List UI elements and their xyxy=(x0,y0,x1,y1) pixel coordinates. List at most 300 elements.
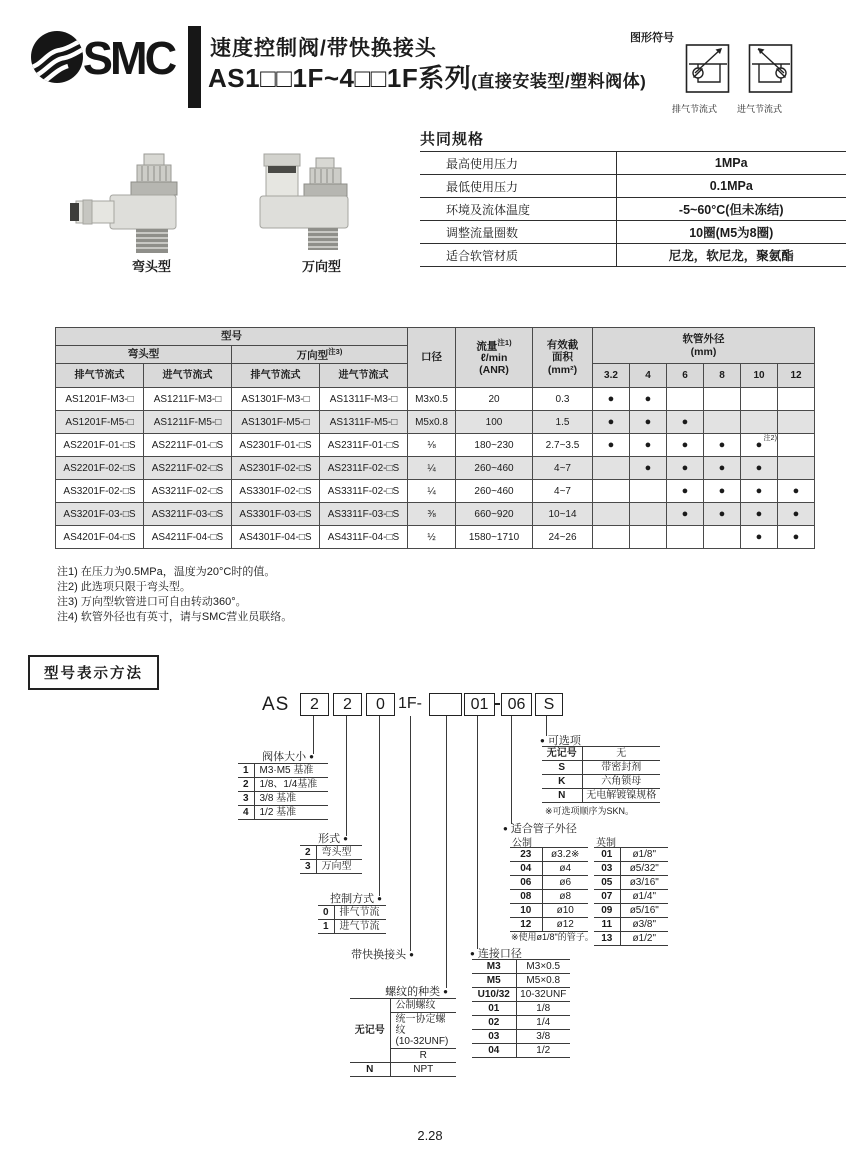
table-row xyxy=(238,778,328,792)
value-cell: 3/8 基准 xyxy=(254,792,328,806)
bore-cell: ¼ xyxy=(408,480,456,503)
model-cell: AS3301F-03-□S xyxy=(232,503,320,526)
table-row xyxy=(472,974,570,988)
column-header-tube-od xyxy=(593,328,815,364)
model-cell: AS2301F-01-□S xyxy=(232,434,320,457)
dot-cell: ● xyxy=(667,434,704,457)
code-cell: 2 xyxy=(300,846,316,860)
dot-cell xyxy=(704,411,741,434)
code-cell: 4 xyxy=(238,806,254,820)
table-row xyxy=(238,806,328,820)
group-label-text: 控制方式 xyxy=(330,893,375,905)
dot-cell: ● xyxy=(704,434,741,457)
code-cell: U10/32 xyxy=(472,988,516,1002)
footnote-1: 注1) 在压力为0.5MPa，温度为20°C时的值。 xyxy=(57,566,276,578)
code-cell: 11 xyxy=(594,918,620,932)
flow-header-unit: ℓ/min xyxy=(480,352,508,365)
value-cell: 进气节流 xyxy=(334,920,386,934)
value-cell: 无电解镀镍规格 xyxy=(582,789,660,803)
dot-cell xyxy=(630,503,667,526)
dot-cell: ● xyxy=(704,503,741,526)
code-cell: 04 xyxy=(510,862,542,876)
common-specs-title: 共同规格 xyxy=(420,131,485,148)
spec-row xyxy=(420,198,846,221)
graphic-symbol-label: 图形符号 xyxy=(630,32,674,44)
table-row xyxy=(472,1016,570,1030)
dot-cell xyxy=(593,503,630,526)
valve-size-table xyxy=(238,763,328,820)
value-cell: ø1/4" xyxy=(620,890,668,904)
part-number-prefix: AS xyxy=(262,694,290,715)
area-header-l1: 有效截 xyxy=(546,339,579,352)
column-header-flow xyxy=(456,328,533,388)
dot-cell xyxy=(630,526,667,549)
model-cell: AS2211F-01-□S xyxy=(144,434,232,457)
value-cell: ø6 xyxy=(542,876,588,890)
code-cell: M5 xyxy=(472,974,516,988)
part-number-port-box: 01 xyxy=(464,693,495,716)
group-label-thread-type xyxy=(382,983,448,999)
spec-value: -5~60°C(但未冻结) xyxy=(616,198,846,221)
column-header-intake: 进气节流式 xyxy=(144,364,232,388)
dot-cell: ● xyxy=(778,480,815,503)
value-cell: 带密封剂 xyxy=(582,761,660,775)
table-row xyxy=(300,846,362,860)
dot-cell: ● xyxy=(741,480,778,503)
code-cell: 3 xyxy=(238,792,254,806)
table-row xyxy=(350,1063,456,1077)
tube-od-metric-table xyxy=(510,847,588,932)
table-row xyxy=(594,932,668,946)
group-label-text: 阀体大小 xyxy=(262,751,307,763)
table-row xyxy=(56,526,815,549)
model-cell: AS1201F-M5-□ xyxy=(56,411,144,434)
footnotes xyxy=(57,565,292,625)
dot-cell: ● xyxy=(630,434,667,457)
column-header-area xyxy=(533,328,593,388)
table-row xyxy=(510,862,588,876)
model-cell: AS2211F-02-□S xyxy=(144,457,232,480)
dot-cell: ● xyxy=(667,457,704,480)
part-number-dash xyxy=(494,703,500,705)
value-cell: ø4 xyxy=(542,862,588,876)
bore-cell: M3x0.5 xyxy=(408,388,456,411)
dot-cell-with-note xyxy=(741,434,778,457)
group-label-control xyxy=(314,890,382,906)
model-cell: AS3201F-03-□S xyxy=(56,503,144,526)
dot-note-text: 注2) xyxy=(763,435,777,442)
value-cell: M3·M5 基准 xyxy=(254,764,328,778)
svg-text:SMC: SMC xyxy=(82,32,175,85)
group-label-text: 带快换接头 xyxy=(351,949,407,961)
part-number-tube-box: 06 xyxy=(501,693,532,716)
table-row xyxy=(472,1044,570,1058)
model-cell: AS1211F-M5-□ xyxy=(144,411,232,434)
photo-caption-universal: 万向型 xyxy=(302,259,342,274)
code-cell: 03 xyxy=(594,862,620,876)
column-header-bore: 口径 xyxy=(408,328,456,388)
page-number: 2.28 xyxy=(417,1128,443,1143)
column-header-model: 型号 xyxy=(56,328,408,346)
dot-cell: ● xyxy=(741,503,778,526)
dot-cell: ● xyxy=(593,411,630,434)
column-header-exhaust: 排气节流式 xyxy=(56,364,144,388)
table-row xyxy=(472,960,570,974)
value-cell: 10-32UNF xyxy=(516,988,570,1002)
value-cell: 1/2 基准 xyxy=(254,806,328,820)
universal-header-text: 万向型 xyxy=(296,349,329,362)
model-cell: AS1301F-M3-□ xyxy=(232,388,320,411)
table-row xyxy=(542,775,660,789)
table-row xyxy=(542,747,660,761)
model-cell: AS1211F-M3-□ xyxy=(144,388,232,411)
column-header-size: 8 xyxy=(704,364,741,388)
spec-row xyxy=(420,221,846,244)
column-header-exhaust: 排气节流式 xyxy=(232,364,320,388)
code-cell: 01 xyxy=(472,1002,516,1016)
flow-cell: 180~230 xyxy=(456,434,533,457)
table-row xyxy=(594,848,668,862)
footnote-2: 注2) 此选项只限于弯头型。 xyxy=(57,581,191,593)
dot-cell xyxy=(778,411,815,434)
bore-cell: ½ xyxy=(408,526,456,549)
spec-value: 10圈(M5为8圈) xyxy=(616,221,846,244)
dot-cell xyxy=(593,480,630,503)
product-photo-universal xyxy=(212,140,384,258)
column-header-size: 3.2 xyxy=(593,364,630,388)
spec-label: 环境及流体温度 xyxy=(420,198,616,221)
flow-header-anr: (ANR) xyxy=(479,364,509,377)
dot-cell: ● xyxy=(704,480,741,503)
dot-cell xyxy=(630,480,667,503)
value-cell: 弯头型 xyxy=(316,846,362,860)
value-cell: 万向型 xyxy=(316,860,362,874)
value-cell: ø1/8" xyxy=(620,848,668,862)
part-number-fixed-segment: 1F- xyxy=(398,695,422,712)
spec-label: 最低使用压力 xyxy=(420,175,616,198)
code-cell: 2 xyxy=(238,778,254,792)
table-row xyxy=(472,988,570,1002)
bore-cell: ¼ xyxy=(408,457,456,480)
symbol-caption-intake: 进气节流式 xyxy=(737,104,783,114)
model-cell: AS4311F-04-□S xyxy=(320,526,408,549)
value-cell: ø8 xyxy=(542,890,588,904)
model-cell: AS1311F-M3-□ xyxy=(320,388,408,411)
code-cell: 05 xyxy=(594,876,620,890)
table-row xyxy=(238,764,328,778)
connector-line xyxy=(511,716,512,824)
thread-row2-line1: 统一协定螺纹 xyxy=(395,1014,446,1036)
table-row xyxy=(472,1030,570,1044)
table-row xyxy=(56,480,815,503)
model-cell: AS1301F-M5-□ xyxy=(232,411,320,434)
group-label-text: 形式 xyxy=(318,833,341,845)
code-cell: M3 xyxy=(472,960,516,974)
part-number-digit-3: 0 xyxy=(366,693,395,716)
value-cell: 公制螺纹 xyxy=(390,999,456,1013)
dot-cell: ● xyxy=(630,411,667,434)
model-cell: AS1201F-M3-□ xyxy=(56,388,144,411)
dot-cell: ● xyxy=(667,411,704,434)
value-cell: ø12 xyxy=(542,918,588,932)
header-divider-bar xyxy=(188,26,201,108)
bore-cell: ⅛ xyxy=(408,434,456,457)
dot-cell: ● xyxy=(667,480,704,503)
code-cell: 09 xyxy=(594,904,620,918)
thread-type-table xyxy=(350,998,456,1077)
flow-cell: 1580~1710 xyxy=(456,526,533,549)
group-label-quick-coupling xyxy=(350,946,414,962)
form-table xyxy=(300,845,362,874)
code-cell: N xyxy=(350,1063,390,1077)
area-cell: 24~26 xyxy=(533,526,593,549)
model-cell: AS2201F-02-□S xyxy=(56,457,144,480)
model-cell: AS2301F-02-□S xyxy=(232,457,320,480)
group-label-text: 连接口径 xyxy=(477,948,522,960)
value-cell: 1/8、1/4基准 xyxy=(254,778,328,792)
column-header-size: 12 xyxy=(778,364,815,388)
model-cell: AS3211F-03-□S xyxy=(144,503,232,526)
area-cell: 1.5 xyxy=(533,411,593,434)
flow-cell: 100 xyxy=(456,411,533,434)
value-cell: ø10 xyxy=(542,904,588,918)
flow-header-text: 流量 xyxy=(476,340,498,353)
code-cell: 无记号 xyxy=(542,747,582,761)
table-row xyxy=(472,1002,570,1016)
connector-line xyxy=(379,716,380,896)
spec-row xyxy=(420,175,846,198)
table-row xyxy=(56,434,815,457)
table-row xyxy=(300,860,362,874)
model-cell: AS2201F-01-□S xyxy=(56,434,144,457)
spec-value: 1MPa xyxy=(616,152,846,175)
header-row xyxy=(56,328,815,346)
flow-cell: 660~920 xyxy=(456,503,533,526)
bore-cell: ⅜ xyxy=(408,503,456,526)
code-cell: 08 xyxy=(510,890,542,904)
table-row xyxy=(510,904,588,918)
table-row xyxy=(594,918,668,932)
dot-cell: ● xyxy=(593,388,630,411)
code-cell: 07 xyxy=(594,890,620,904)
group-label-text: 螺纹的种类 xyxy=(385,986,441,998)
table-row xyxy=(510,890,588,904)
code-cell: 23 xyxy=(510,848,542,862)
table-row xyxy=(238,792,328,806)
control-table xyxy=(318,905,386,934)
common-specs-table xyxy=(420,151,846,267)
value-cell: NPT xyxy=(390,1063,456,1077)
tube-od-inch-table xyxy=(594,847,668,946)
area-cell: 4~7 xyxy=(533,457,593,480)
model-cell: AS4211F-04-□S xyxy=(144,526,232,549)
connector-line xyxy=(477,716,478,949)
dot-cell xyxy=(667,526,704,549)
part-number-thread-box xyxy=(429,693,462,716)
flow-cell: 260~460 xyxy=(456,480,533,503)
code-cell: S xyxy=(542,761,582,775)
options-table xyxy=(542,746,660,803)
model-cell: AS3301F-02-□S xyxy=(232,480,320,503)
table-row xyxy=(510,876,588,890)
area-header-l2: 面积 xyxy=(552,351,573,364)
dot-cell: ● xyxy=(778,526,815,549)
pneumatic-symbol-intake-icon xyxy=(747,40,795,98)
part-number-digit-2: 2 xyxy=(333,693,362,716)
connector-line xyxy=(446,716,447,988)
value-cell: ø5/16" xyxy=(620,904,668,918)
table-row xyxy=(594,876,668,890)
spec-label: 调整流量圈数 xyxy=(420,221,616,244)
model-cell: AS3311F-03-□S xyxy=(320,503,408,526)
photo-caption-elbow: 弯头型 xyxy=(132,259,172,274)
options-note: ※可选项顺序为SKN。 xyxy=(545,806,635,816)
code-cell: N xyxy=(542,789,582,803)
group-label-text: 可选项 xyxy=(547,735,581,747)
model-cell: AS1311F-M5-□ xyxy=(320,411,408,434)
code-cell: 04 xyxy=(472,1044,516,1058)
symbol-caption-exhaust: 排气节流式 xyxy=(672,104,718,114)
code-cell: 12 xyxy=(510,918,542,932)
tube-od-metric-label: 公制 xyxy=(512,838,532,849)
footnote-4: 注4) 软管外径也有英寸，请与SMC营业员联络。 xyxy=(57,611,293,623)
table-row xyxy=(510,848,588,862)
table-row xyxy=(542,761,660,775)
flow-cell: 20 xyxy=(456,388,533,411)
connector-line xyxy=(346,716,347,836)
dot-cell: ● xyxy=(704,457,741,480)
area-header-unit: (mm²) xyxy=(547,363,578,376)
dot-cell: ● xyxy=(630,388,667,411)
dot-cell xyxy=(704,526,741,549)
pneumatic-symbol-exhaust-icon xyxy=(684,40,732,98)
spec-row xyxy=(420,244,846,267)
value-cell: ø5/32" xyxy=(620,862,668,876)
area-cell: 10~14 xyxy=(533,503,593,526)
smc-logo xyxy=(26,22,186,88)
dot-cell xyxy=(741,411,778,434)
flow-header-note: 注1) xyxy=(497,337,512,347)
value-cell: R xyxy=(390,1049,456,1063)
spec-value: 尼龙，软尼龙，聚氨酯 xyxy=(616,244,846,267)
code-cell: 0 xyxy=(318,906,334,920)
table-row xyxy=(594,890,668,904)
code-cell: K xyxy=(542,775,582,789)
value-cell: 1/8 xyxy=(516,1002,570,1016)
code-cell: 1 xyxy=(318,920,334,934)
value-cell: ø3/16" xyxy=(620,876,668,890)
dot-cell: ● xyxy=(778,503,815,526)
model-cell: AS3311F-02-□S xyxy=(320,480,408,503)
page-title: 速度控制阀/带快换接头 xyxy=(210,37,437,60)
table-row xyxy=(594,904,668,918)
tube-od-inch-label: 英制 xyxy=(596,838,616,849)
value-cell: ø1/2" xyxy=(620,932,668,946)
code-cell: 13 xyxy=(594,932,620,946)
dot-cell xyxy=(778,388,815,411)
code-cell: 06 xyxy=(510,876,542,890)
code-cell: 03 xyxy=(472,1030,516,1044)
column-header-universal xyxy=(232,346,408,364)
dot: ● xyxy=(755,439,763,451)
table-row xyxy=(318,920,386,934)
area-cell: 0.3 xyxy=(533,388,593,411)
part-number-option-box: S xyxy=(535,693,563,716)
group-label-form xyxy=(298,830,348,846)
dot-cell: ● xyxy=(741,526,778,549)
code-cell: 02 xyxy=(472,1016,516,1030)
series-title xyxy=(208,58,646,95)
model-cell: AS3211F-02-□S xyxy=(144,480,232,503)
table-row xyxy=(56,388,815,411)
designation-section-title: 型号表示方法 xyxy=(28,655,159,690)
dot-cell: ● xyxy=(630,457,667,480)
dot-cell xyxy=(593,457,630,480)
value-cell xyxy=(390,1013,456,1049)
dot-cell: ● xyxy=(593,434,630,457)
dot-cell: ● xyxy=(741,457,778,480)
dot-cell xyxy=(667,388,704,411)
dot-cell: ● xyxy=(667,503,704,526)
value-cell: M5×0.8 xyxy=(516,974,570,988)
value-cell: ø3/8" xyxy=(620,918,668,932)
tube-od-metric-note: ※使用ø1/8"的管子。 xyxy=(511,932,594,942)
value-cell: 1/2 xyxy=(516,1044,570,1058)
group-label-valve-size xyxy=(240,748,314,764)
series-title-main: AS1□□1F~4□□1F系列 xyxy=(208,63,472,93)
column-header-intake: 进气节流式 xyxy=(320,364,408,388)
dot-cell xyxy=(778,457,815,480)
universal-header-note: 注3) xyxy=(328,346,343,356)
thread-row2-line2: (10-32UNF) xyxy=(395,1036,449,1047)
area-cell: 4~7 xyxy=(533,480,593,503)
dot-cell xyxy=(741,388,778,411)
value-cell: 排气节流 xyxy=(334,906,386,920)
bore-cell: M5x0.8 xyxy=(408,411,456,434)
area-cell: 2.7~3.5 xyxy=(533,434,593,457)
spec-label: 最高使用压力 xyxy=(420,152,616,175)
code-cell: 1 xyxy=(238,764,254,778)
value-cell: 六角锁母 xyxy=(582,775,660,789)
table-row xyxy=(350,999,456,1013)
value-cell: M3×0.5 xyxy=(516,960,570,974)
tube-header-l1: 软管外径 xyxy=(682,333,725,346)
code-cell: 10 xyxy=(510,904,542,918)
model-table xyxy=(55,327,815,549)
table-row xyxy=(56,503,815,526)
spec-label: 适合软管材质 xyxy=(420,244,616,267)
code-cell: 3 xyxy=(300,860,316,874)
column-header-elbow: 弯头型 xyxy=(56,346,232,364)
flow-cell: 260~460 xyxy=(456,457,533,480)
column-header-size: 4 xyxy=(630,364,667,388)
model-cell: AS4201F-04-□S xyxy=(56,526,144,549)
value-cell: 1/4 xyxy=(516,1016,570,1030)
model-cell: AS4301F-04-□S xyxy=(232,526,320,549)
footnote-3: 注3) 万向型软管进口可自由转动360°。 xyxy=(57,596,247,608)
model-cell: AS3201F-02-□S xyxy=(56,480,144,503)
table-row xyxy=(318,906,386,920)
model-cell: AS2311F-02-□S xyxy=(320,457,408,480)
value-cell: ø3.2※ xyxy=(542,848,588,862)
spec-row xyxy=(420,152,846,175)
value-cell: 无 xyxy=(582,747,660,761)
column-header-size: 10 xyxy=(741,364,778,388)
part-number-digit-1: 2 xyxy=(300,693,329,716)
table-row xyxy=(56,411,815,434)
spec-value: 0.1MPa xyxy=(616,175,846,198)
table-row xyxy=(56,457,815,480)
